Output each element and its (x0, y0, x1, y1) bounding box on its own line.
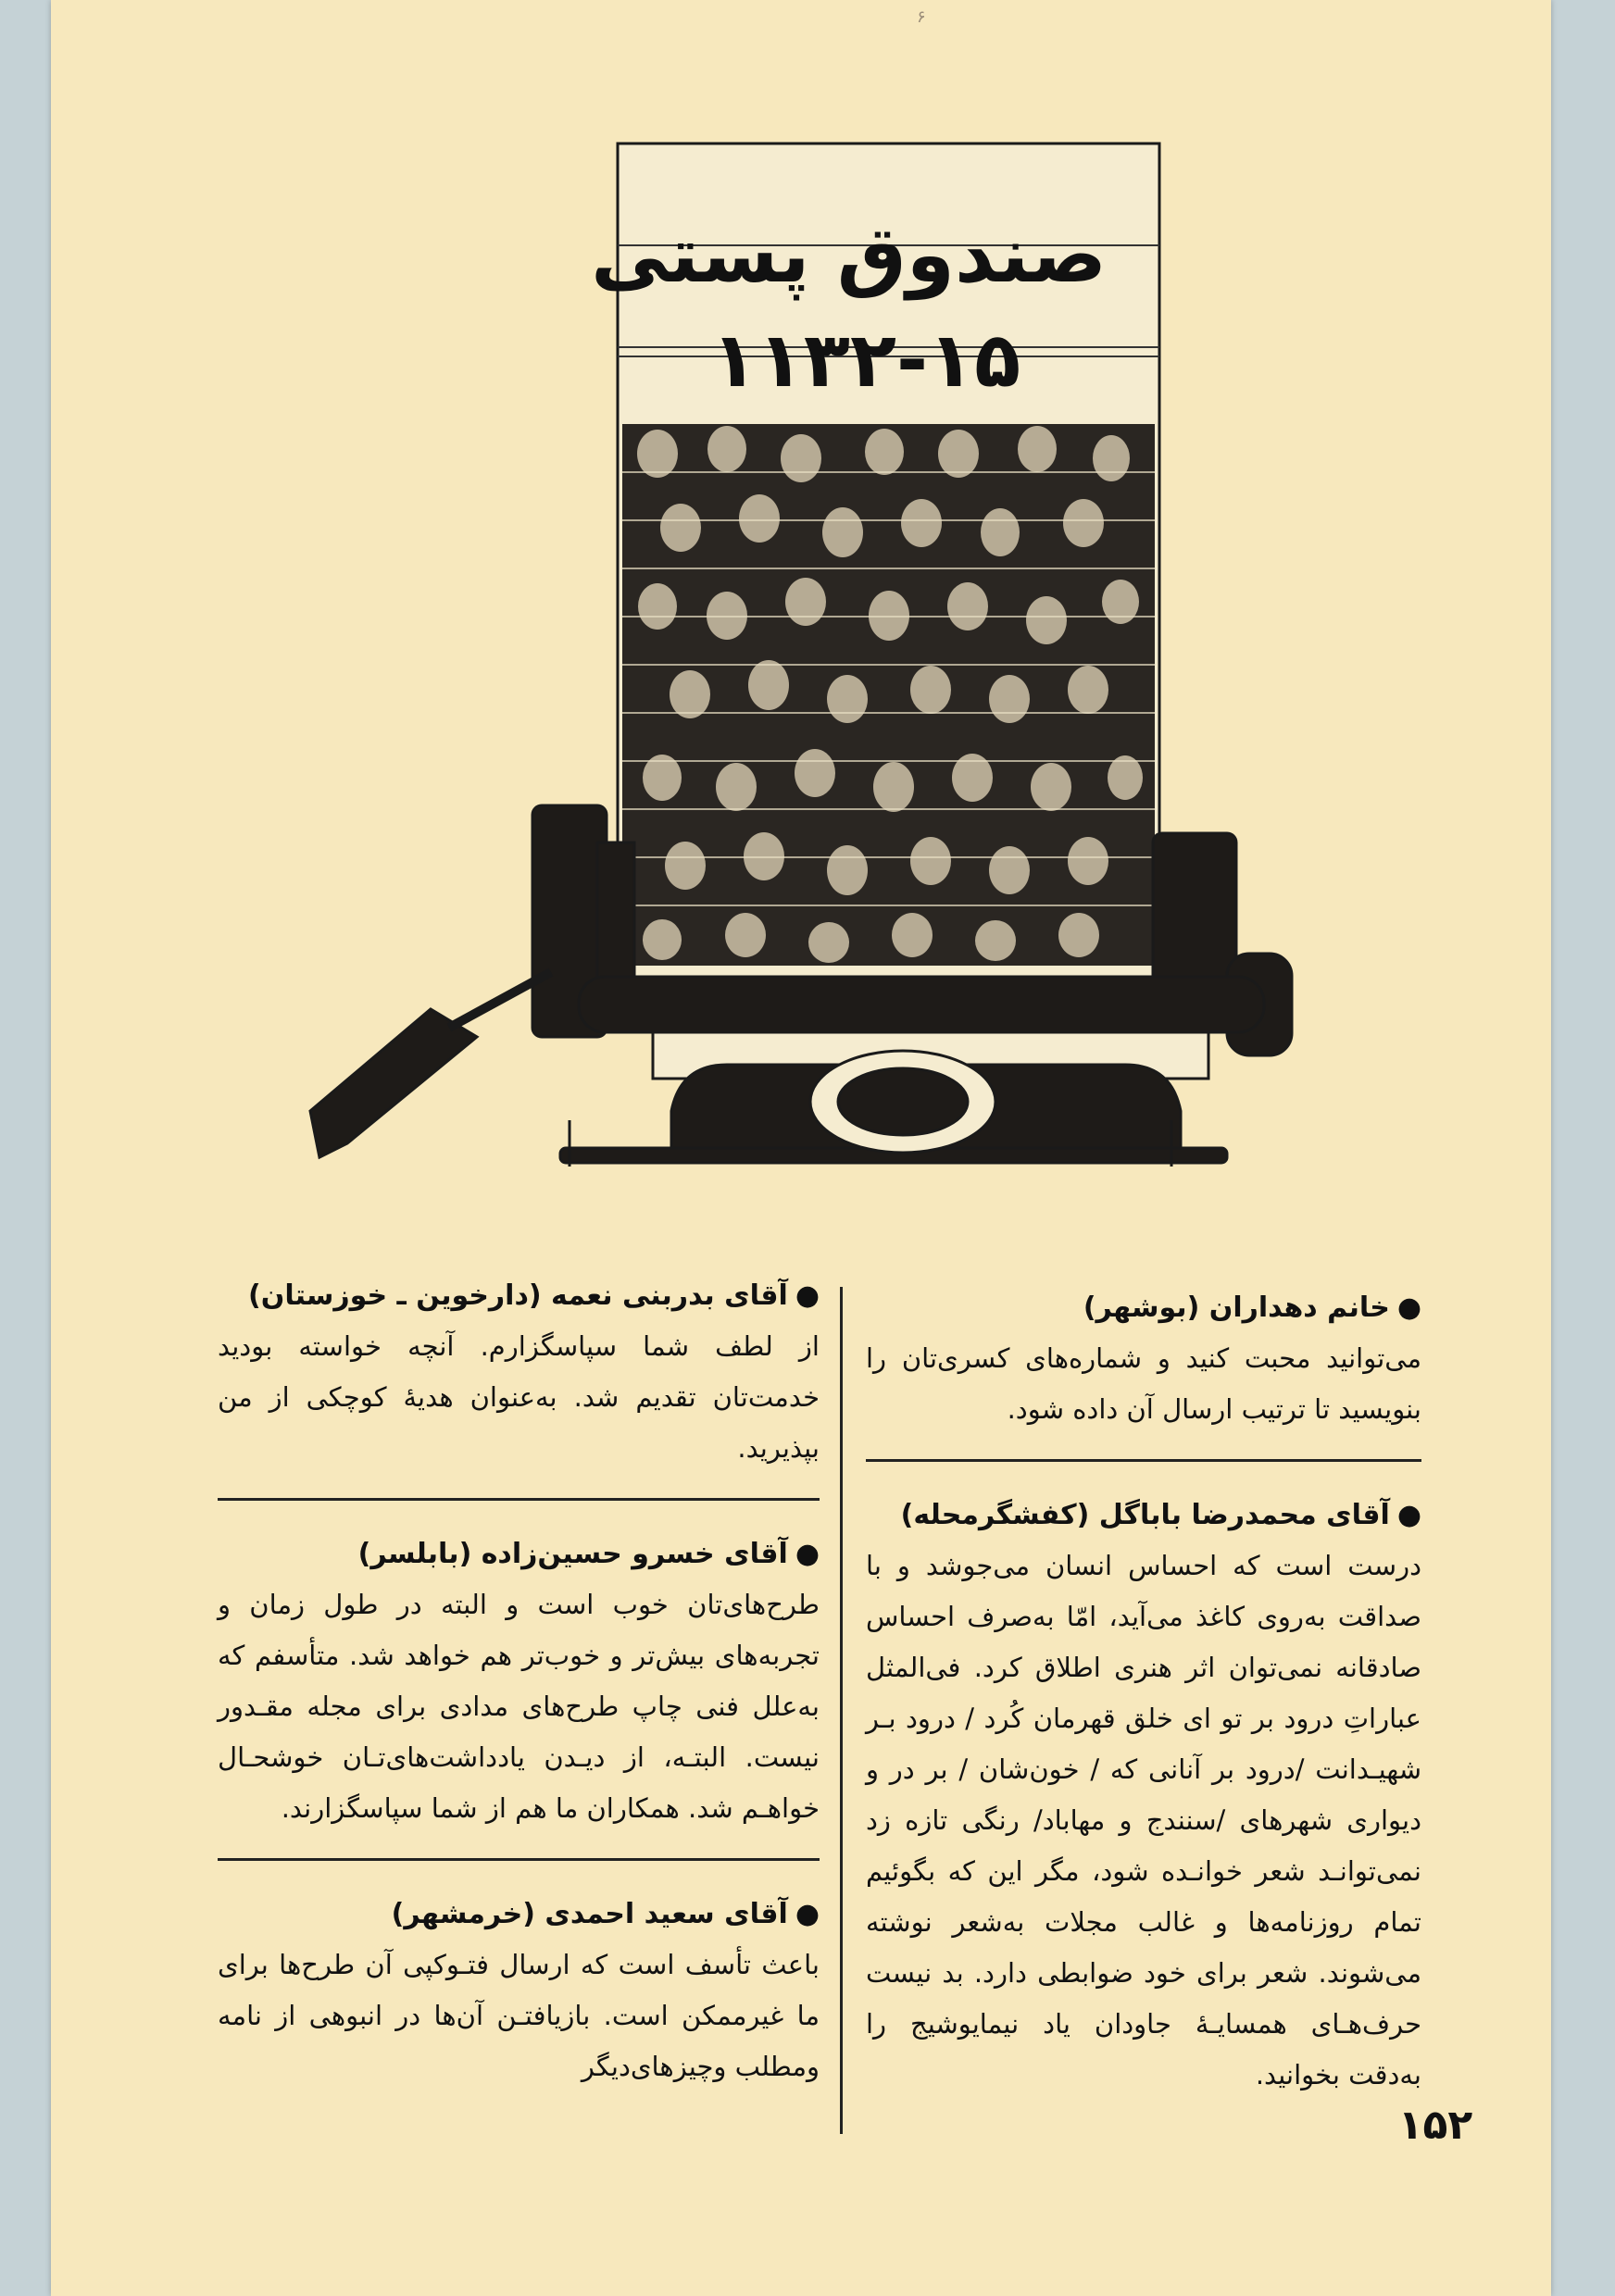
page-number: ۱۵۲ (1397, 2102, 1473, 2149)
bullet-icon: ● (795, 1279, 820, 1312)
divider (866, 1459, 1421, 1462)
divider (218, 1498, 820, 1501)
divider (218, 1858, 820, 1861)
entry-heading: آقای محمدرضا باباگل (کفشگرمحله) (900, 1499, 1390, 1531)
po-box-number: ۱۱۳۲-۱۵ (710, 317, 1021, 405)
entry-body: از لطف شما سپاسگزارم. آنچه خواسته بودید خدمت‌تان تقدیم شد. به‌عنوان هدیهٔ کوچکی از من بپذیرید. (218, 1330, 820, 1464)
entry-heading: آقای سعید احمدی (خرمشهر) (391, 1898, 788, 1930)
bullet-icon: ● (1396, 1292, 1421, 1324)
right-column (866, 1282, 1421, 2101)
letter-entry (866, 1490, 1421, 2101)
entry-body: می‌توانید محبت کنید و شماره‌های کسری‌تان را بنویسید تا ترتیب ارسال آن داده شود. (866, 1342, 1421, 1425)
entry-heading: آقای خسرو حسین‌زاده (بابلسر) (357, 1538, 788, 1570)
letter-entry (218, 1889, 820, 2092)
bullet-icon: ● (795, 1898, 820, 1930)
magazine-page (51, 0, 1551, 2296)
typewriter-illustration (292, 139, 1329, 1176)
letter-entry (866, 1282, 1421, 1435)
bullet-icon: ● (795, 1538, 820, 1570)
entry-body: باعث تأسف است که ارسال فتـوکپی آن طرح‌ها برای ما غیرممکن است. بازیافتـن آن‌ها در انبوهی از نامه ومطلب وچیزهای‌دیگر (218, 1949, 820, 2082)
pencil-mark: ۶ (917, 7, 926, 27)
entry-heading: خانم دهداران (بوشهر) (1083, 1292, 1390, 1324)
entry-heading: آقای بدربنی نعمه (دارخوین ـ خوزستان) (248, 1279, 788, 1312)
crowd-photo (622, 424, 1155, 966)
bullet-icon: ● (1396, 1499, 1421, 1531)
entry-body: درست است که احساس انسان می‌جوشد و با صداقت به‌روی کاغذ می‌آید، امّا به‌صرف احساس صادقانه نمی‌توان اثر هنری اطلاق کرد. فی‌المثل عباراتِ درود بر تو ای خلق قهرمان کُرد / درود بـر شهیـدانت /درود بر آنانی که / خون‌شان / بر در و دیواری شهرهای /سنندج و مهاباد/ رنگی تازه زد نمی‌توانـد شعر خوانـده شود، مگر این که بگوئیم تمام روزنامه‌ها و غالب مجلات به‌شعر نوشته می‌شوند. شعر برای خود ضوابطی دارد. بد نیست حرف‌هـای همسایـهٔ جاودان یاد نیمایوشیج را به‌دقت بخوانید. (866, 1550, 1421, 2090)
column-divider (840, 1287, 843, 2134)
left-column (218, 1270, 820, 2092)
letter-entry (218, 1529, 820, 1834)
entry-body: طرح‌های‌تان خوب است و البته در طول زمان و تجربه‌های بیش‌تر و خوب‌تر هم خواهد شد. متأسفم که به‌علل فنی چاپ طرح‌های مدادی برای مجله مقـدور نیست. البتـه، از دیـدن یادداشت‌های‌تـان خوشحـال خواهـم شد. همکاران ما هم از شما سپاسگزارند. (218, 1589, 820, 1824)
letter-entry (218, 1270, 820, 1474)
page-title: صندوق پستی (591, 209, 1107, 300)
